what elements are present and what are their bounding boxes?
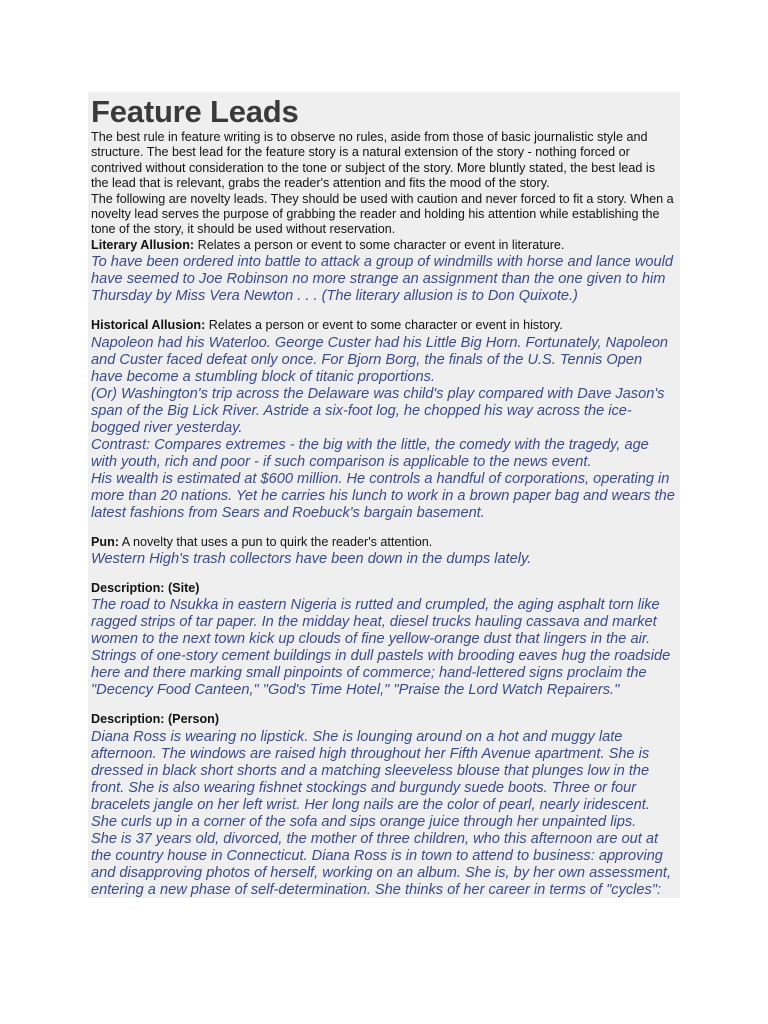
section-label: Pun:	[91, 534, 119, 549]
section-label: Historical Allusion:	[91, 318, 206, 333]
section-historical-allusion	[91, 318, 675, 521]
page-title: Feature Leads	[91, 94, 299, 129]
example-lead: Diana Ross is wearing no lipstick. She is lounging around on a hot and muggy late afternoon. The windows are raised high throughout her Fifth Avenue apartment. She is dressed in black short shorts and a matching sleeveless blouse that plunges low in the front. She is also wearing fishnet stockings and burgundy suede boots. Three or four bracelets jangle on her left wrist. Her long nails are the color of pearl, nearly iridescent. She curls up in a corner of the sofa and sips orange juice through her unpainted lips.	[91, 728, 650, 830]
example-lead: Western High's trash collectors have been down in the dumps lately.	[91, 551, 532, 568]
example-lead: Contrast: Compares extremes - the big with the little, the comedy with the tragedy, age with youth, rich and poor - if such comparison is applicable to the news event.	[91, 436, 649, 470]
intro-paragraph: The best rule in feature writing is to observe no rules, aside from those of basic journalistic style and structure. The best lead for the feature story is a natural extension of the story - nothing forced or contrived without consideration to the tone or subject of the story. More bluntly stated, the best lead is the lead that is relevant, grabs the reader's attention and fits the mood of the story.	[91, 130, 656, 191]
example-lead: His wealth is estimated at $600 million. He controls a handful of corporations, operating in more than 20 nations. Yet he carries his lunch to work in a brown paper bag and wears the latest fashions from Sears and Roebuck's bargain basement.	[91, 470, 675, 521]
section-heading	[91, 238, 675, 253]
section-description: Relates a person or event to some character or event in literature.	[194, 237, 565, 252]
section-pun	[91, 535, 675, 568]
document-panel	[88, 92, 680, 898]
section-heading	[91, 712, 675, 727]
example-lead: Napoleon had his Waterloo. George Custer had his Little Big Horn. Fortunately, Napoleon and Custer faced defeat only once. For Bjorn Borg, the finals of the U.S. Tennis Open have become a stumbling block of titanic proportions.	[91, 334, 669, 385]
section-heading	[91, 581, 675, 596]
section-label: Literary Allusion:	[91, 237, 195, 252]
section-literary-allusion	[91, 238, 675, 305]
example-lead: She is 37 years old, divorced, the mother of three children, who this afternoon are out at the country house in Connecticut. Diana Ross is in town to attend to business: approving and disapproving photos of herself, working on an album. She is, by her own assessment, entering a new phase of self-determination. She thinks of her career in terms of "cycles":	[91, 830, 672, 898]
section-description: Relates a person or event to some character or event in history.	[205, 318, 563, 333]
section-label: Description: (Person)	[91, 712, 220, 727]
section-heading	[91, 318, 675, 333]
section-description-person	[91, 712, 675, 898]
example-lead: To have been ordered into battle to attack a group of windmills with horse and lance would have seemed to Joe Robinson no more strange an assignment than the one given to him Thursday by Miss Vera Newton . . . (The literary allusion is to Don Quixote.)	[91, 254, 673, 305]
section-description-site	[91, 581, 675, 699]
intro-paragraph: The following are novelty leads. They should be used with caution and never forced to fit a story. When a novelty lead serves the purpose of grabbing the reader and holding his attention while establishing the tone of the story, it should be used without reservation.	[91, 191, 674, 237]
section-label: Description: (Site)	[91, 581, 200, 596]
example-lead: (Or) Washington's trip across the Delaware was child's play compared with Dave Jason's span of the Big Lick River. Astride a six-foot log, he chopped his way across the ice-bogged river yesterday.	[91, 385, 665, 436]
section-heading	[91, 535, 675, 550]
example-lead: The road to Nsukka in eastern Nigeria is rutted and crumpled, the aging asphalt torn like ragged strips of tar paper. In the midday heat, diesel trucks hauling cassava and market women to the next town kick up clouds of fine yellow-orange dust that lingers in the air. Strings of one-story cement buildings in dull pastels with brooding eaves hug the roadside here and there marking small pinpoints of commerce; hand-lettered signs proclaim the "Decency Food Canteen," "God's Time Hotel," "Praise the Lord Watch Repairers."	[91, 597, 671, 699]
section-description: A novelty that uses a pun to quirk the reader's attention.	[118, 534, 433, 549]
